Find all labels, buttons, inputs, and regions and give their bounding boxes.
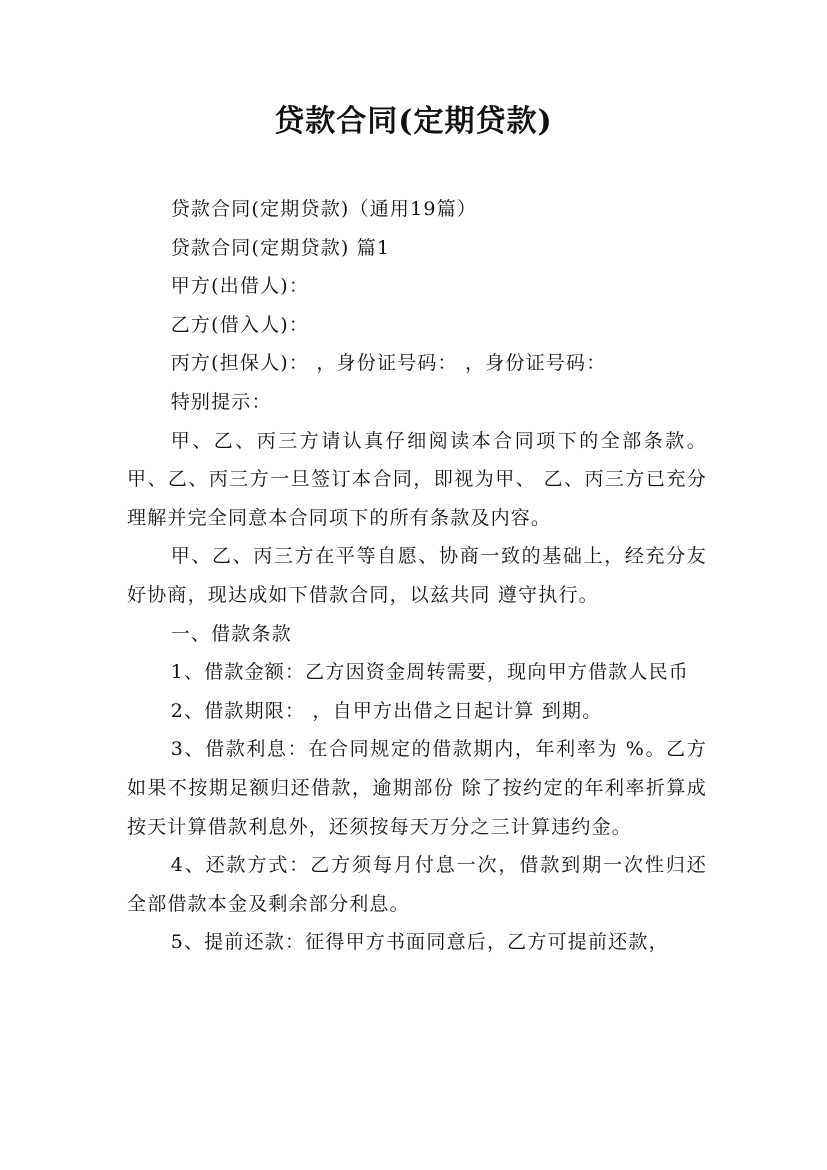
paragraph: 甲、乙、丙三方在平等自愿、协商一致的基础上，经充分友好协商，现达成如下借款合同，以兹共同 遵守执行。 [127,545,707,606]
paragraph: 乙方(借入人)： [170,313,310,336]
document-title: 贷款合同(定期贷款) [274,104,553,139]
paragraph: 5、提前还款：征得甲方书面同意后，乙方可提前还款， [170,931,669,954]
paragraph: 一、借款条款 [170,622,292,645]
paragraph: 贷款合同(定期贷款)（通用19篇） [170,198,478,220]
paragraph: 特别提示： [170,390,272,413]
paragraph: 3、借款利息：在合同规定的借款期内，年利率为 %。乙方如果不按期足额归还借款，逾期部份 除了按约定的年利率折算成按天计算借款利息外，还须按每天万分之三计算违约金。 [127,738,707,838]
paragraph: 甲方(出借人)： [170,275,310,298]
document-body [127,190,707,962]
paragraph: 贷款合同(定期贷款) 篇1 [170,236,391,259]
paragraph: 2、借款期限： ，自甲方出借之日起计算 到期。 [170,699,603,722]
paragraph: 4、还款方式：乙方须每月付息一次，借款到期一次性归还全部借款本金及剩余部分利息。 [127,854,707,915]
paragraph: 1、借款金额：乙方因资金周转需要，现向甲方借款人民币 [170,661,689,684]
paragraph: 丙方(担保人)： ，身份证号码： ，身份证号码： [170,352,607,375]
paragraph: 甲、乙、丙三方请认真仔细阅读本合同项下的全部条款。甲、乙、丙三方一旦签订本合同，即视为甲、 乙、丙三方已充分理解并完全同意本合同项下的所有条款及内容。 [127,429,707,529]
